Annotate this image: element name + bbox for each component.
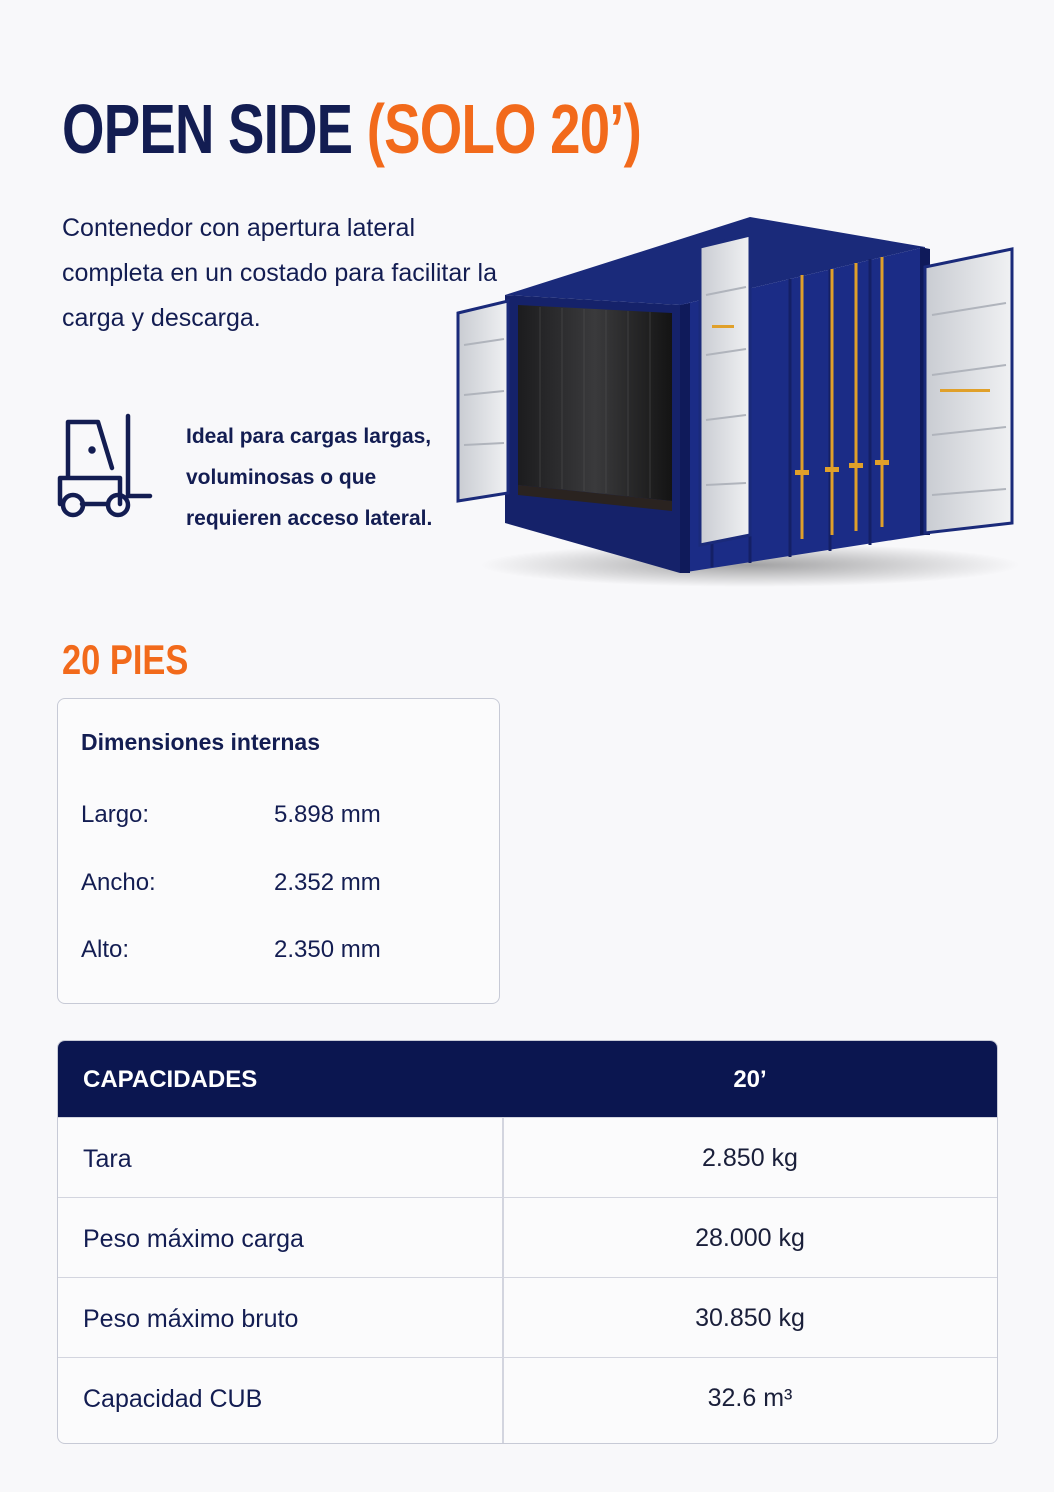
dimension-value: 2.350 mm xyxy=(274,936,381,963)
dimensions-card xyxy=(57,698,500,1004)
table-row xyxy=(58,1277,997,1357)
title-main: OPEN SIDE xyxy=(62,90,353,168)
intro-text: Contenedor con apertura lateral completa en un costado para facilitar la carga y descarga. xyxy=(62,214,497,332)
table-row xyxy=(58,1117,997,1197)
row-value: 32.6 m³ xyxy=(707,1384,793,1412)
feature-text: Ideal para cargas largas, voluminosas o que requieren acceso lateral. xyxy=(186,425,433,530)
dimension-label: Alto: xyxy=(81,936,130,963)
capacities-table xyxy=(57,1040,998,1444)
dimensions-title: Dimensiones internas xyxy=(81,729,321,755)
title-accent: (SOLO 20’) xyxy=(366,90,642,168)
row-value: 28.000 kg xyxy=(695,1224,805,1252)
row-label: Peso máximo carga xyxy=(83,1225,304,1253)
header-capacidades: CAPACIDADES xyxy=(83,1066,258,1093)
dimension-value: 5.898 mm xyxy=(274,801,381,828)
table-header xyxy=(58,1041,997,1117)
row-label: Tara xyxy=(83,1145,132,1173)
dimension-value: 2.352 mm xyxy=(274,869,381,896)
header-size: 20’ xyxy=(733,1066,767,1093)
size-heading: 20 PIES xyxy=(62,636,189,683)
dimension-label: Ancho: xyxy=(81,869,156,896)
dimension-label: Largo: xyxy=(81,801,150,828)
row-label: Peso máximo bruto xyxy=(83,1305,299,1333)
table-row xyxy=(58,1197,997,1277)
row-label: Capacidad CUB xyxy=(83,1385,263,1413)
container-illustration xyxy=(450,205,1025,590)
row-value: 30.850 kg xyxy=(695,1304,805,1332)
forklift-icon xyxy=(54,412,154,522)
page-title xyxy=(62,84,641,174)
row-value: 2.850 kg xyxy=(702,1144,798,1172)
table-row xyxy=(58,1357,997,1437)
